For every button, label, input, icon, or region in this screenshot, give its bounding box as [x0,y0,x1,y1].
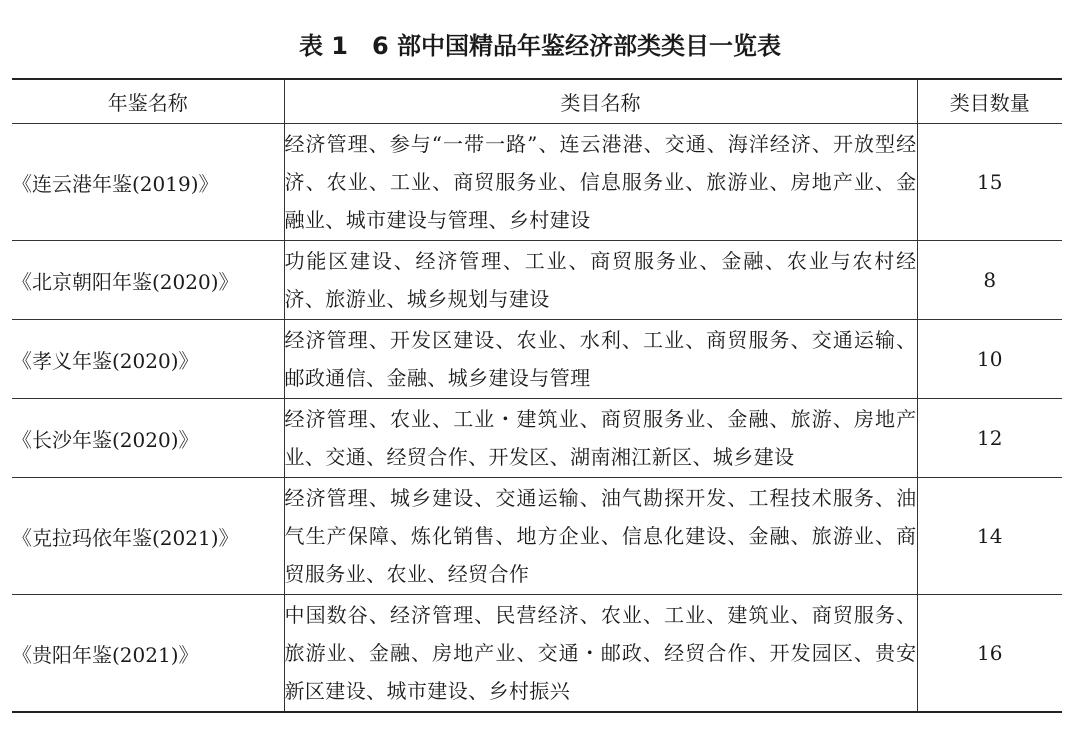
category-count-cell: 12 [917,399,1062,478]
header-category-count: 类目数量 [917,79,1062,124]
table-header-row [12,79,1062,124]
category-count-cell: 16 [917,595,1062,713]
yearbook-name-cell: 《贵阳年鉴(2021)》 [12,595,284,713]
category-count-cell: 10 [917,320,1062,399]
table-row [12,320,1062,399]
yearbook-name-cell: 《连云港年鉴(2019)》 [12,124,284,241]
yearbook-category-table [12,78,1062,713]
yearbook-name-cell: 《孝义年鉴(2020)》 [12,320,284,399]
table-row [12,241,1062,320]
category-names-cell: 经济管理、开发区建设、农业、水利、工业、商贸服务、交通运输、邮政通信、金融、城乡建设与管理 [284,320,917,399]
category-names-cell: 中国数谷、经济管理、民营经济、农业、工业、建筑业、商贸服务、旅游业、金融、房地产业、交通・邮政、经贸合作、开发园区、贵安新区建设、城市建设、乡村振兴 [284,595,917,713]
yearbook-name-cell: 《长沙年鉴(2020)》 [12,399,284,478]
yearbook-name-cell: 《克拉玛依年鉴(2021)》 [12,478,284,595]
table-row [12,124,1062,241]
table-row [12,595,1062,713]
table-caption: 表 1 6 部中国精品年鉴经济部类类目一览表 [298,32,782,60]
category-count-cell: 14 [917,478,1062,595]
table-row [12,478,1062,595]
category-names-cell: 经济管理、农业、工业・建筑业、商贸服务业、金融、旅游、房地产业、交通、经贸合作、开发区、湖南湘江新区、城乡建设 [284,399,917,478]
category-names-cell: 经济管理、城乡建设、交通运输、油气勘探开发、工程技术服务、油气生产保障、炼化销售、地方企业、信息化建设、金融、旅游业、商贸服务业、农业、经贸合作 [284,478,917,595]
category-names-cell: 功能区建设、经济管理、工业、商贸服务业、金融、农业与农村经济、旅游业、城乡规划与建设 [284,241,917,320]
category-count-cell: 8 [917,241,1062,320]
table-row [12,399,1062,478]
category-names-cell: 经济管理、参与“一带一路”、连云港港、交通、海洋经济、开放型经济、农业、工业、商贸服务业、信息服务业、旅游业、房地产业、金融业、城市建设与管理、乡村建设 [284,124,917,241]
header-category-names: 类目名称 [284,79,917,124]
yearbook-name-cell: 《北京朝阳年鉴(2020)》 [12,241,284,320]
category-count-cell: 15 [917,124,1062,241]
header-yearbook-name: 年鉴名称 [12,79,284,124]
